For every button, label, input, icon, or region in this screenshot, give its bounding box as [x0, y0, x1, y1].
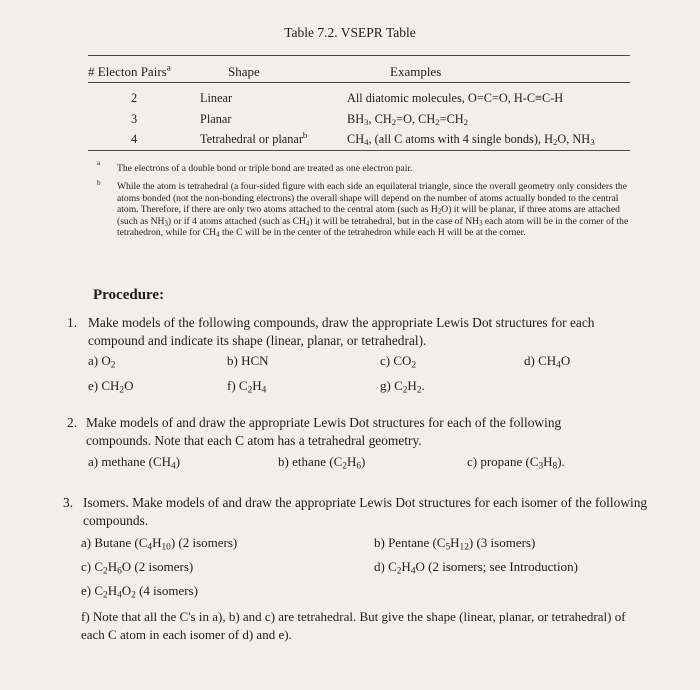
q1-item-f: f) $C_2H_4$	[227, 378, 267, 396]
q2-text: Make models of and draw the appropriate Lewis Dot structures for each of the following compounds. Note that each C atom has a tetrahedral geometry.	[86, 415, 562, 448]
header-shape: Shape	[228, 64, 260, 79]
q3-item-e: e) $C_2H_4O_2$ (4 isomers)	[81, 583, 198, 601]
q3-item-c: c) $C_2H_6O$ (2 isomers)	[81, 559, 194, 577]
table-title: Table 7.2. VSEPR Table	[284, 25, 416, 40]
footnote-a-mark: a	[97, 159, 101, 167]
q2-item-c: c) propane $(C_3H_8)$.	[467, 454, 565, 472]
footnote-a: The electrons of a double bond or triple bond are treated as one electron pair.	[117, 163, 413, 174]
q2-item-b: b) ethane $(C_2H_6)$	[278, 454, 366, 472]
q2-item-a: a) methane $(CH_4)$	[88, 454, 181, 472]
q1-item-g: g) $C_2H_2$.	[380, 378, 425, 396]
row-2-shape: Planar	[200, 112, 232, 126]
q1-text: Make models of the following compounds, draw the appropriate Lewis Dot structures for each compound and indicate its shape (linear, planar, or tetrahedral).	[88, 315, 595, 348]
q3-item-d: d) $C_2H_4O$ (2 isomers; see Introduction)	[374, 559, 578, 577]
row-2-pairs: 3	[131, 112, 138, 126]
table-header-rule	[88, 82, 630, 83]
q1-item-e: e) $CH_2O$	[88, 378, 134, 396]
q3-number: 3.	[63, 495, 74, 510]
footnote-mark-b: b	[302, 129, 308, 140]
row-1-shape: Linear	[200, 91, 233, 105]
row-3-pairs: 4	[131, 132, 138, 146]
table-top-rule	[88, 55, 630, 56]
q1-item-b: b) HCN	[227, 353, 269, 368]
header-electron-pairs-label: # Electon Pairs	[88, 64, 167, 79]
row-3-examples: $CH_4$, (all C atoms with 4 single bonds), $H_2O$, $NH_3$	[347, 132, 595, 148]
table-bottom-rule	[88, 150, 630, 151]
q3-item-a: a) Butane $(C_4H_{10})$ (2 isomers)	[81, 535, 238, 553]
header-examples: Examples	[390, 64, 442, 79]
footnote-mark-a: a	[166, 62, 171, 73]
row-1-examples: All diatomic molecules, O=C=O, H-C≡C-H	[347, 91, 564, 105]
q2-number: 2.	[67, 415, 78, 430]
q1-item-c: c) $CO_2$	[380, 353, 417, 371]
header-electron-pairs	[88, 64, 171, 80]
q3-item-f: f) Note that all the C's in a), b) and c) are tetrahedral. But give the shape (linear, planar, or tetrahedral) of each C atom in each isomer of d) and e).	[81, 609, 626, 642]
row-1-pairs: 2	[131, 91, 138, 105]
footnote-b-mark: b	[97, 179, 101, 187]
q1-item-a: a) $O_2$	[88, 353, 116, 371]
q1-number: 1.	[67, 315, 78, 330]
row-2-examples: $BH_3$, $CH_2=O$, $CH_2=CH_2$	[347, 112, 469, 128]
q3-text: Isomers. Make models of and draw the appropriate Lewis Dot structures for each isomer of the following compounds.	[83, 495, 648, 528]
row-3-shape	[200, 129, 308, 147]
procedure-heading: Procedure:	[93, 287, 165, 303]
q1-item-d: d) $CH_4O$	[524, 353, 571, 371]
q3-item-b: b) Pentane $(C_5H_{12})$ (3 isomers)	[374, 535, 536, 553]
footnote-b: While the atom is tetrahedral (a four-sided figure with each side an equilateral triangle, since the overall geometry only considers the atoms bonded (not the non-bonding electrons) the overall shape will depend on the number of atoms actually bonded to the central atom. Therefore, if there are only two atoms attached to the central atom (such as $H_2O$) it will be planar, if three atoms are attached (such as $NH_3$) or if 4 atoms attached (such as $CH_4$) it will be tetrahedral, but in the case of $NH_3$ each atom will be in the corner of the tetrahedron, while for $CH_4$ the C will be in the center of the tetrahedron while each H will be at the corner.	[117, 181, 629, 239]
row-3-shape-label: Tetrahedral or planar	[200, 132, 303, 146]
